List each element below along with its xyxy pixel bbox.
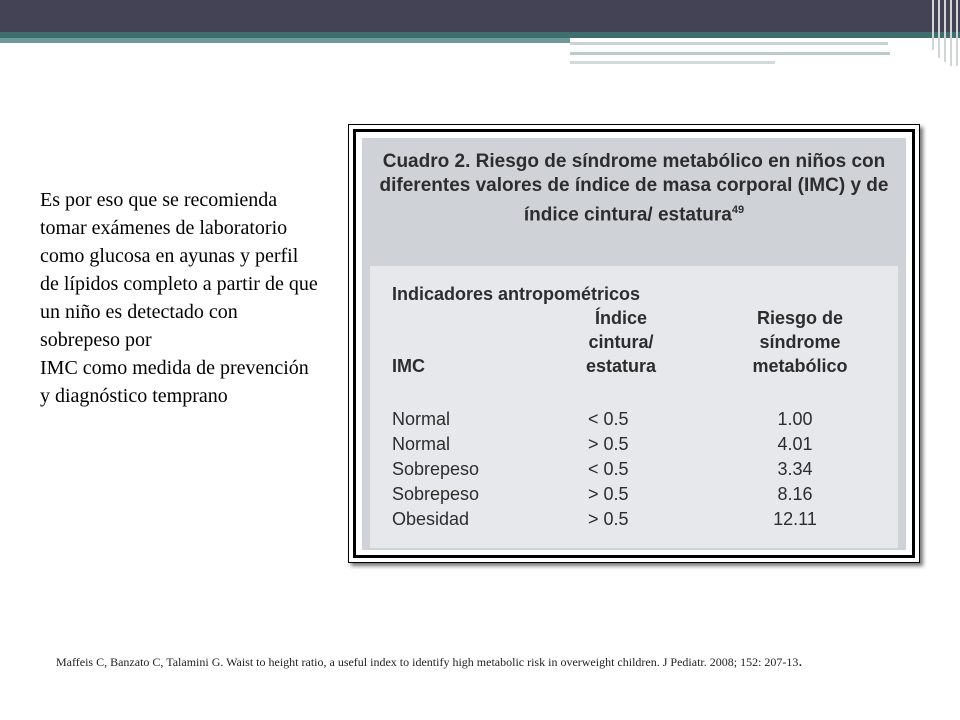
- body-text: Es por eso que se recomienda tomar exámenes de laboratorio como glucosa en ayunas y perfil de lípidos completo a partir de que un niño es detectado con sobrepeso por IMC como medida de prevención y diagnóstico temprano: [40, 189, 318, 407]
- corner-stripes: [928, 0, 960, 66]
- top-accent-line-light: [0, 38, 570, 43]
- col-ratio-header: Índice cintura/ estatura: [585, 308, 657, 376]
- table-title: [372, 150, 896, 227]
- table-border: [353, 129, 915, 558]
- table-title-reference: 49: [731, 204, 745, 216]
- cell-risk: 8.16: [777, 484, 813, 504]
- cell-ratio: > 0.5: [588, 509, 629, 529]
- cell-ratio: > 0.5: [588, 484, 629, 504]
- table-row: [392, 407, 450, 432]
- col-risk-header: Riesgo de síndrome metabólico: [752, 308, 848, 376]
- table-row: [392, 482, 479, 507]
- table-row: [392, 432, 450, 457]
- cell-risk: 3.34: [777, 459, 813, 479]
- cell-ratio: > 0.5: [588, 434, 629, 454]
- table-background: [362, 138, 906, 550]
- cell-imc: Obesidad: [392, 509, 470, 529]
- cell-imc: Normal: [392, 434, 451, 454]
- top-banner: [0, 0, 960, 32]
- table-title-main: Cuadro 2. Riesgo de síndrome metabólico en niños con diferentes valores de índice de masa corporal (IMC) y de índice cintura/ estatura: [379, 151, 889, 226]
- cell-ratio: < 0.5: [588, 459, 629, 479]
- citation: [56, 644, 916, 680]
- top-thin-line: [570, 61, 775, 64]
- top-thin-line: [570, 52, 890, 55]
- col-imc-header: IMC: [392, 356, 425, 376]
- citation-text: Maffeis C, Banzato C, Talamini G. Waist to height ratio, a useful index to identify high metabolic risk in overweight children. J Pediatr. 2008; 152: 207-13: [56, 655, 799, 669]
- table-row: [392, 457, 479, 482]
- table-row: [392, 507, 469, 532]
- table-image: [348, 124, 920, 563]
- cell-imc: Normal: [392, 409, 451, 429]
- top-thin-line: [570, 42, 888, 45]
- citation-end: .: [798, 653, 803, 670]
- cell-ratio: < 0.5: [588, 409, 629, 429]
- cell-risk: 4.01: [777, 434, 813, 454]
- cell-risk: 1.00: [777, 409, 813, 429]
- cell-risk: 12.11: [773, 509, 817, 529]
- cell-imc: Sobrepeso: [392, 459, 480, 479]
- header-group: Indicadores antropométricos: [392, 284, 641, 304]
- cell-imc: Sobrepeso: [392, 484, 480, 504]
- table-body: [370, 266, 898, 548]
